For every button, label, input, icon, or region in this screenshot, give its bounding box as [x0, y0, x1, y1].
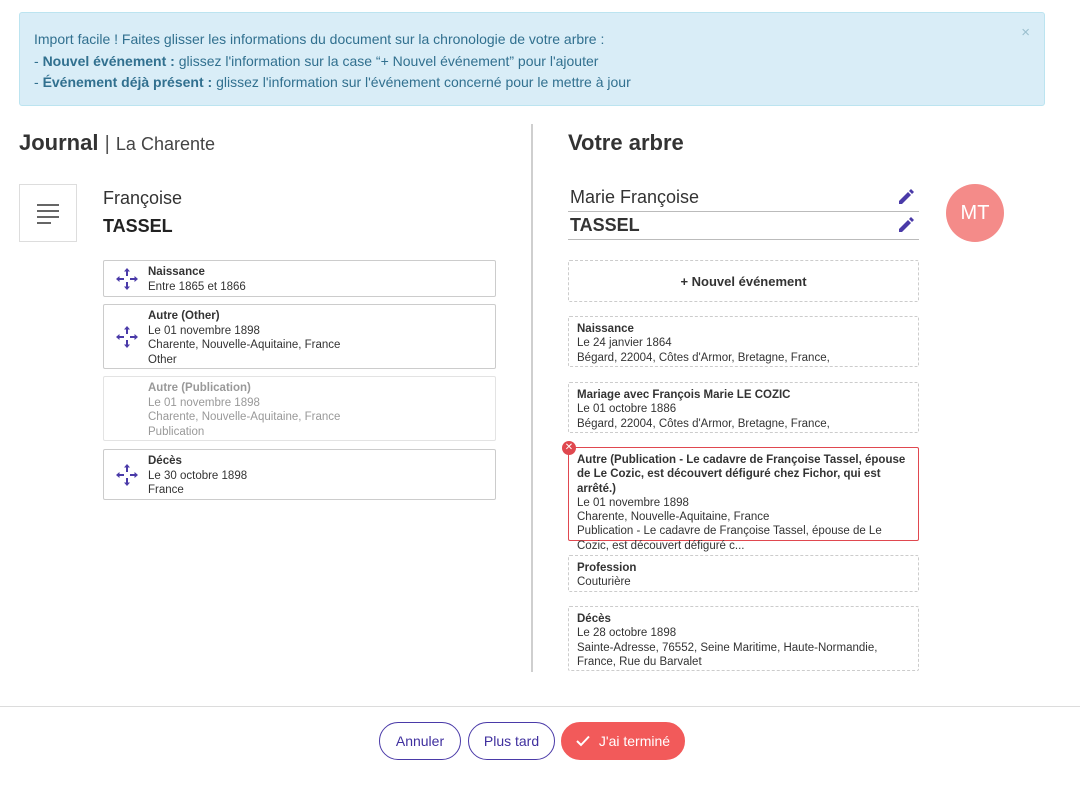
- event-detail: Le 01 novembre 1898: [577, 496, 689, 509]
- check-icon: [576, 735, 590, 747]
- title-separator: |: [104, 133, 110, 155]
- event-detail: Charente, Nouvelle-Aquitaine, France: [577, 511, 770, 524]
- text-lines-icon: [36, 202, 60, 224]
- journal-title: [19, 130, 215, 156]
- move-icon[interactable]: [115, 325, 139, 349]
- journal-heading: Journal: [19, 130, 99, 155]
- done-button-label: J'ai terminé: [598, 733, 671, 749]
- document-event-card[interactable]: [103, 260, 496, 297]
- new-event-dropzone[interactable]: + Nouvel événement: [568, 260, 919, 302]
- banner-line-2: [34, 51, 1030, 73]
- column-divider: [531, 124, 533, 672]
- event-detail: Le 24 janvier 1864: [577, 337, 672, 350]
- event-title: Naissance: [577, 323, 634, 335]
- banner-bullet: -: [34, 74, 43, 90]
- event-detail: Couturière: [577, 576, 631, 589]
- tree-first-name-field: [568, 184, 919, 212]
- event-detail: Charente, Nouvelle-Aquitaine, France: [148, 339, 341, 351]
- tree-event-card[interactable]: [568, 555, 919, 592]
- event-title: Décès: [148, 455, 182, 467]
- event-title: Autre (Publication): [148, 382, 251, 394]
- tree-title: Votre arbre: [568, 130, 684, 155]
- event-detail: Charente, Nouvelle-Aquitaine, France: [148, 411, 341, 423]
- info-banner: [19, 12, 1045, 106]
- move-icon[interactable]: [115, 463, 139, 487]
- close-icon[interactable]: ×: [1021, 24, 1030, 41]
- document-event-card-used: [103, 376, 496, 441]
- banner-line-1: Import facile ! Faites glisser les informations du document sur la chronologie de votre arbre :: [34, 31, 605, 47]
- event-detail: Bégard, 22004, Côtes d'Armor, Bretagne, France,: [577, 417, 830, 430]
- event-detail: Le 28 octobre 1898: [577, 627, 677, 640]
- journal-subtitle: La Charente: [115, 134, 215, 154]
- event-title: Mariage avec François Marie LE COZIC: [577, 389, 791, 401]
- edit-pencil-icon[interactable]: [897, 216, 915, 234]
- avatar: MT: [946, 184, 1004, 242]
- event-detail: Other: [148, 353, 177, 366]
- event-detail: Le 01 octobre 1886: [577, 403, 677, 416]
- tree-event-card[interactable]: [568, 382, 919, 433]
- banner-existing-event-label: Événement déjà présent :: [42, 74, 213, 90]
- later-button[interactable]: Plus tard: [468, 722, 555, 760]
- event-title: Profession: [577, 562, 637, 574]
- banner-line-3: [34, 72, 1030, 94]
- banner-existing-event-text: glissez l'information sur l'événement concerné pour le mettre à jour: [212, 74, 631, 90]
- banner-new-event-label: Nouvel événement :: [42, 52, 175, 69]
- event-detail: Le 01 novembre 1898: [148, 396, 260, 409]
- tree-first-name: Marie Françoise: [570, 187, 700, 207]
- document-icon: [19, 184, 77, 242]
- edit-pencil-icon[interactable]: [897, 188, 915, 206]
- error-icon[interactable]: ✕: [562, 441, 576, 455]
- event-detail: Entre 1865 et 1866: [148, 280, 246, 293]
- document-first-name: Françoise: [103, 188, 183, 208]
- document-last-name: TASSEL: [103, 216, 173, 236]
- event-title: Décès: [577, 613, 611, 625]
- done-button[interactable]: [561, 722, 685, 760]
- event-detail: France: [148, 484, 184, 496]
- footer-divider: [0, 706, 1080, 707]
- event-detail: Publication - Le cadavre de Françoise Tassel, épouse de Le Cozic, est découvert défiguré c...: [577, 525, 882, 552]
- tree-event-card[interactable]: [568, 316, 919, 367]
- event-detail: Le 01 novembre 1898: [148, 324, 260, 337]
- event-title: Autre (Other): [148, 310, 220, 322]
- move-icon[interactable]: [115, 267, 139, 291]
- document-event-card[interactable]: [103, 449, 496, 500]
- banner-new-event-text: glissez l'information sur la case “+ Nouvel événement” pour l'ajouter: [174, 52, 599, 69]
- tree-last-name-field: [568, 212, 919, 240]
- event-detail: Bégard, 22004, Côtes d'Armor, Bretagne, France,: [577, 351, 830, 364]
- event-title: Autre (Publication - Le cadavre de Françoise Tassel, épouse de Le Cozic, est découvert défiguré chez Fichor, qui est arrêté.): [577, 454, 906, 495]
- tree-event-card-conflict[interactable]: [564, 442, 919, 552]
- tree-last-name: TASSEL: [570, 215, 640, 235]
- event-detail: Le 30 octobre 1898: [148, 469, 248, 482]
- cancel-button[interactable]: Annuler: [379, 722, 461, 760]
- tree-event-card[interactable]: [568, 606, 919, 671]
- document-event-card[interactable]: [103, 304, 496, 369]
- event-detail: Publication: [148, 425, 205, 438]
- event-title: Naissance: [148, 266, 205, 278]
- event-detail: Sainte-Adresse, 76552, Seine Maritime, Haute-Normandie, France, Rue du Barvalet: [577, 641, 878, 668]
- banner-bullet: -: [34, 52, 43, 69]
